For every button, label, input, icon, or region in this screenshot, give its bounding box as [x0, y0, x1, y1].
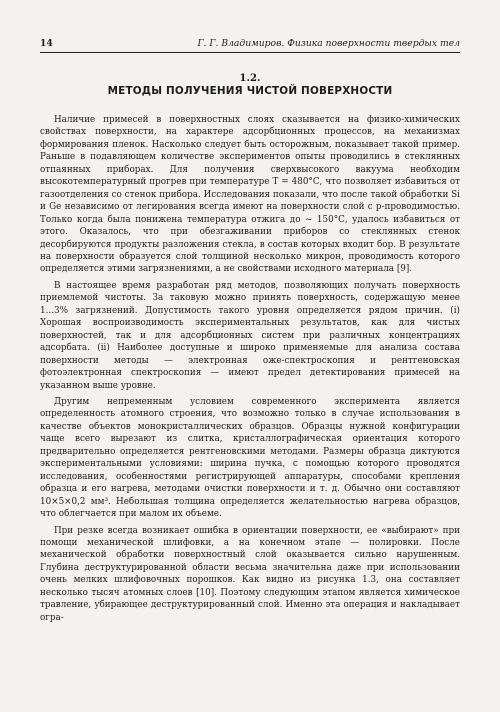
paragraph: Другим непременным условием современного эксперимента является определенность атомного строения, что возможно только в случае использования в качестве объектов монокристаллических образцов. Образцы нужной конфигурации чаще всего вырезают из слитка, кристаллографическая ориентация которого предварительно определяется рентгеновскими методами. Размеры образца диктуются экспериментальными условиями: ширина пучка, с помощью которого проводятся исследования, особенностями регистрирующей аппаратуры, способами крепления образца и его нагрева, методами очистки поверхности и т. д. Обычно они составляют 10×5×0,2 мм³. Небольшая толщина определяется желательностью нагрева образцов, что облегчается при малом их объеме.: [40, 396, 460, 520]
section-title: МЕТОДЫ ПОЛУЧЕНИЯ ЧИСТОЙ ПОВЕРХНОСТИ: [107, 85, 393, 97]
paragraph: При резке всегда возникает ошибка в ориентации поверхности, ее «выбирают» при помощи механической шлифовки, а на конечном этапе — полировки. После механической обработки поверхностный слой оказывается сильно нарушенным. Глубина деструктурированной области весьма значительна даже при использовании очень мелких шлифовочных порошков. Как видно из рисунка 1.3, она составляет несколько тысяч атомных слоев [10]. Поэтому следующим этапом является химическое травление, убирающее деструктурированный слой. Именно эта операция и накладывает огра-: [40, 525, 460, 623]
paragraph: В настоящее время разработан ряд методов, позволяющих получать поверхность приемлемой чистоты. За таковую можно принять поверхность, содержащую менее 1...3% загрязнений. Допустимость такого уровня определяется рядом причин. (i) Хорошая воспроизводимость экспериментальных результатов, как для чистых поверхностей, так и для адсорбционных систем при различных концентрациях адсорбата. (ii) Наиболее доступные и широко применяемые для анализа состава поверхности методы — электронная оже-спектроскопия и рентгеновская фотоэлектронная спектроскопия — имеют предел детектирования примесей на указанном выше уровне.: [40, 280, 460, 391]
running-header: [40, 38, 460, 50]
section-heading: [40, 73, 460, 98]
header-rule: [40, 52, 460, 53]
paragraph: Наличие примесей в поверхностных слоях сказывается на физико-химических свойствах поверхности, на характере адсорбционных процессов, на механизмах формирования пленок. Насколько следует быть осторожным, показывает такой пример. Раньше в подавляющем количестве экспериментов опыты проводились в стеклянных отпаянных приборах. Для получения сверхвысокого вакуума необходим высокотемпературный прогрев при температуре T = 480°С, что позволяет избавиться от газоотделения со стенок прибора. Исследования показали, что после такой обработки Si и Ge независимо от легирования всегда имеют на поверхности слой с p-проводимостью. Только когда была понижена температура отжига до ~ 150°С, удалось избавиться от этого. Оказалось, что при обезгаживании приборов со стеклянных стенок десорбируются продукты разложения стекла, в состав которых входит бор. В результате на поверхности образуется слой толщиной несколько микрон, проводимость которого определяется этими загрязнениями, а не свойствами исходного материала [9].: [40, 115, 460, 275]
section-number: 1.2.: [239, 73, 261, 84]
running-title: Г. Г. Владимиров. Физика поверхности твердых тел: [197, 38, 460, 49]
page-number: 14: [40, 38, 53, 49]
